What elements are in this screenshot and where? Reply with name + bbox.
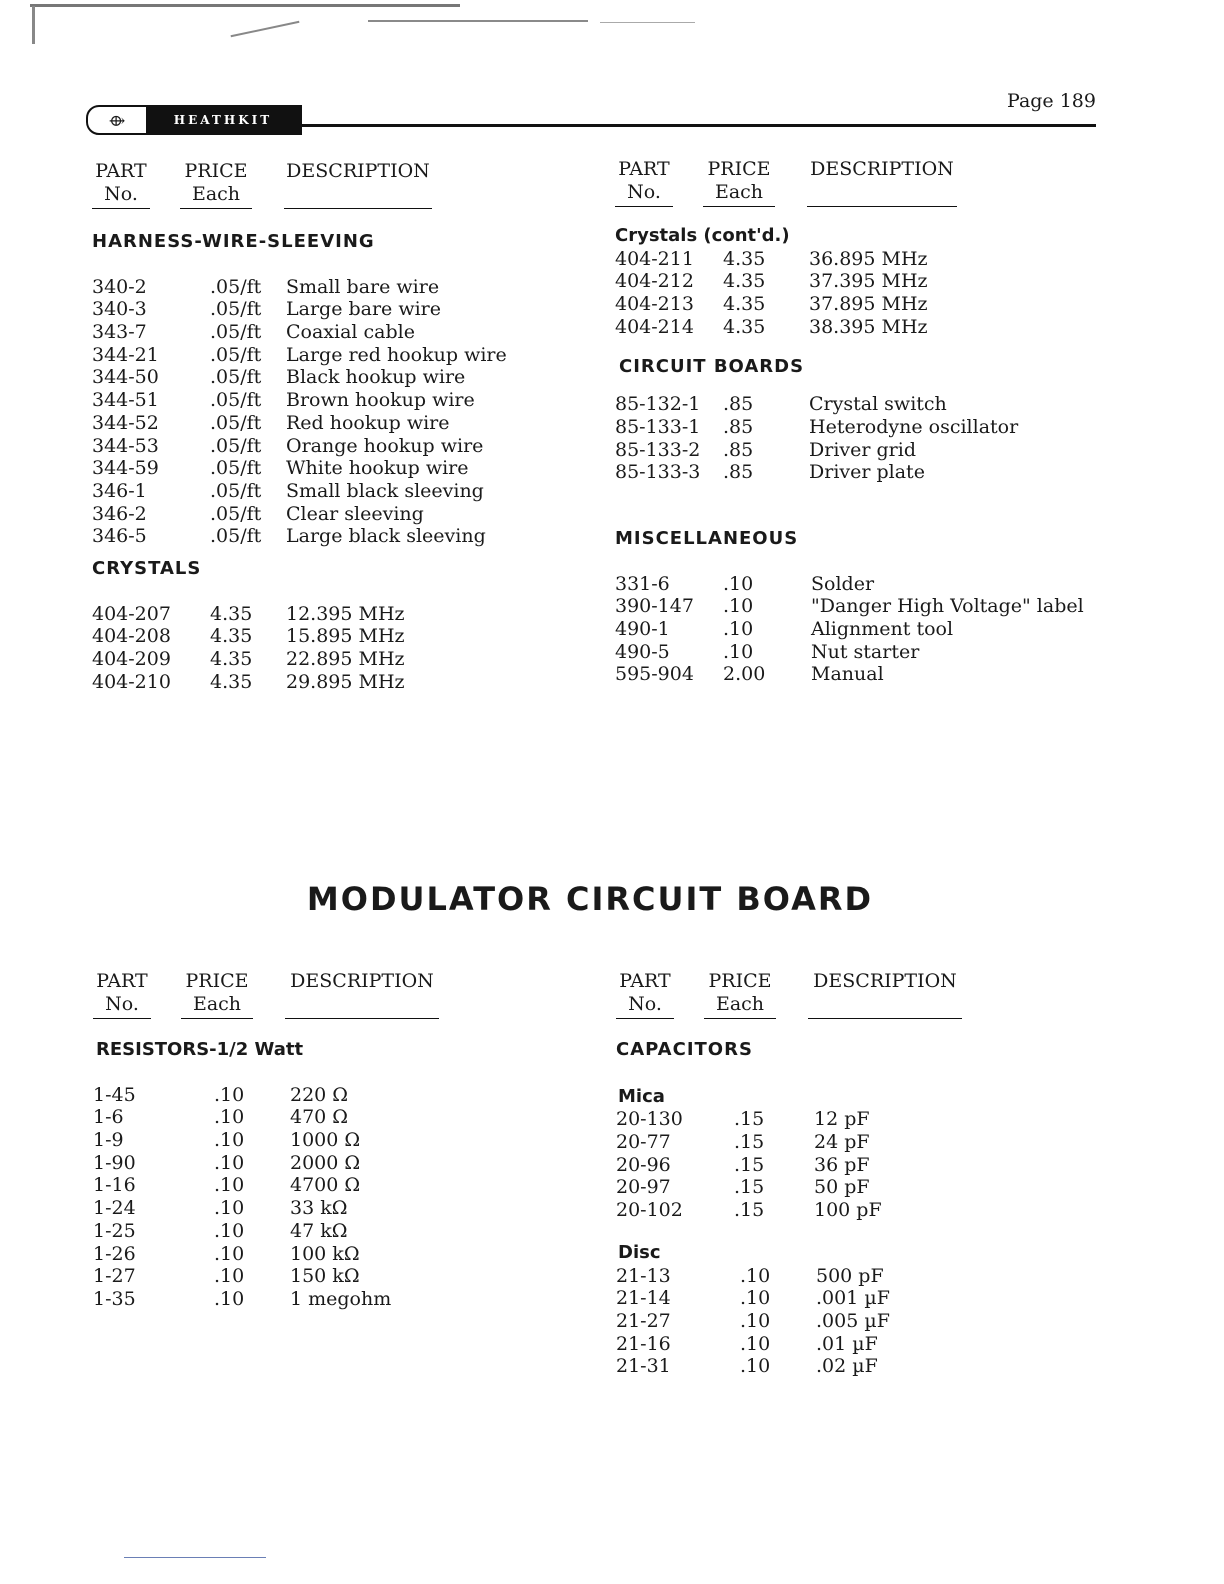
part-number: 1-9 bbox=[93, 1129, 124, 1152]
description: 33 kΩ bbox=[290, 1197, 348, 1220]
description: 24 pF bbox=[814, 1131, 870, 1154]
description: 47 kΩ bbox=[290, 1219, 348, 1242]
table-row bbox=[616, 1108, 1116, 1131]
price: .10 bbox=[740, 1332, 771, 1355]
table-row bbox=[93, 1288, 533, 1311]
price: 4.35 bbox=[723, 293, 766, 316]
price: .05/ft bbox=[210, 298, 262, 321]
price: .10 bbox=[723, 572, 754, 595]
description: 38.395 MHz bbox=[809, 315, 928, 338]
part-number: 21-31 bbox=[616, 1355, 671, 1378]
table-row bbox=[615, 416, 1115, 439]
description: 470 Ω bbox=[290, 1106, 349, 1129]
part-number: 20-96 bbox=[616, 1153, 671, 1176]
description: Coaxial cable bbox=[286, 321, 415, 344]
price: .15 bbox=[734, 1176, 765, 1199]
column-header bbox=[615, 158, 1115, 207]
part-number: 21-16 bbox=[616, 1332, 671, 1355]
description: 37.395 MHz bbox=[809, 270, 928, 293]
scan-streak bbox=[368, 20, 588, 22]
description: 15.895 MHz bbox=[286, 625, 405, 648]
table-row bbox=[93, 1129, 533, 1152]
part-no-header: PART No. bbox=[93, 970, 151, 1019]
price: .10 bbox=[723, 595, 754, 618]
modulator-title: MODULATOR CIRCUIT BOARD bbox=[306, 880, 874, 918]
part-number: 490-1 bbox=[615, 617, 670, 640]
bottom-right-column bbox=[616, 970, 1116, 1378]
table-resistors bbox=[93, 1084, 533, 1311]
price: .15 bbox=[734, 1131, 765, 1154]
description: Heterodyne oscillator bbox=[809, 415, 1019, 438]
table-row bbox=[93, 1265, 533, 1288]
table-row bbox=[93, 1106, 533, 1129]
table-row bbox=[93, 1152, 533, 1175]
table-row bbox=[92, 435, 532, 458]
header-rule bbox=[298, 124, 1096, 127]
table-harness bbox=[92, 276, 532, 548]
price: .10 bbox=[214, 1242, 245, 1265]
part-number: 390-147 bbox=[615, 595, 694, 618]
scan-edge-mark bbox=[32, 6, 35, 44]
price: .05/ft bbox=[210, 525, 262, 548]
part-number: 21-13 bbox=[616, 1264, 671, 1287]
table-row bbox=[93, 1243, 533, 1266]
part-number: 1-27 bbox=[93, 1265, 136, 1288]
table-disc bbox=[616, 1265, 1116, 1378]
part-number: 346-2 bbox=[92, 502, 147, 525]
table-row bbox=[615, 595, 1115, 618]
price: .85 bbox=[723, 415, 754, 438]
part-number: 404-213 bbox=[615, 293, 694, 316]
part-number: 85-133-3 bbox=[615, 461, 701, 484]
price: .10 bbox=[214, 1197, 245, 1220]
page-number: Page 189 bbox=[1007, 90, 1096, 112]
description-header: DESCRIPTION bbox=[808, 970, 962, 1019]
description-header: DESCRIPTION bbox=[284, 160, 432, 209]
top-left-column bbox=[92, 160, 532, 693]
part-number: 85-132-1 bbox=[615, 393, 701, 416]
description: 100 kΩ bbox=[290, 1242, 360, 1265]
table-circuit-boards bbox=[615, 393, 1115, 484]
part-number: 404-208 bbox=[92, 625, 171, 648]
description: 4700 Ω bbox=[290, 1174, 361, 1197]
part-number: 1-45 bbox=[93, 1083, 136, 1106]
price: .10 bbox=[740, 1264, 771, 1287]
description: 1000 Ω bbox=[290, 1129, 361, 1152]
part-number: 1-24 bbox=[93, 1197, 136, 1220]
table-row bbox=[616, 1287, 1116, 1310]
price: .10 bbox=[214, 1106, 245, 1129]
section-title-circuit-boards: CIRCUIT BOARDS bbox=[619, 356, 805, 378]
price: 4.35 bbox=[210, 670, 253, 693]
bottom-left-column bbox=[93, 970, 533, 1311]
part-number: 85-133-2 bbox=[615, 438, 701, 461]
description: .005 µF bbox=[816, 1309, 890, 1332]
description: 22.895 MHz bbox=[286, 648, 405, 671]
table-row bbox=[616, 1355, 1116, 1378]
table-row bbox=[616, 1199, 1116, 1222]
part-number: 343-7 bbox=[92, 321, 147, 344]
description: Red hookup wire bbox=[286, 411, 450, 434]
part-number: 404-212 bbox=[615, 270, 694, 293]
table-row bbox=[92, 366, 532, 389]
part-number: 1-35 bbox=[93, 1287, 136, 1310]
description: .01 µF bbox=[816, 1332, 878, 1355]
part-number: 344-51 bbox=[92, 389, 159, 412]
price: .05/ft bbox=[210, 411, 262, 434]
logo-emblem-icon: ⟴ bbox=[108, 110, 126, 130]
table-row bbox=[615, 293, 1115, 316]
description: 36.895 MHz bbox=[809, 247, 928, 270]
price: 4.35 bbox=[210, 648, 253, 671]
section-title-miscellaneous: MISCELLANEOUS bbox=[615, 527, 799, 549]
description: 12 pF bbox=[814, 1108, 870, 1131]
part-number: 1-16 bbox=[93, 1174, 136, 1197]
description: Alignment tool bbox=[811, 617, 954, 640]
table-row bbox=[92, 321, 532, 344]
price: .05/ft bbox=[210, 275, 262, 298]
table-row bbox=[92, 457, 532, 480]
table-row bbox=[93, 1174, 533, 1197]
table-miscellaneous bbox=[615, 573, 1115, 686]
part-no-header: PART No. bbox=[615, 158, 673, 207]
footer-line bbox=[124, 1557, 266, 1558]
part-number: 344-21 bbox=[92, 343, 159, 366]
table-row bbox=[92, 648, 532, 671]
price-each-header: PRICE Each bbox=[181, 970, 253, 1019]
part-number: 344-52 bbox=[92, 411, 159, 434]
description: Manual bbox=[811, 663, 884, 686]
table-row bbox=[615, 316, 1115, 339]
table-row bbox=[93, 1084, 533, 1107]
description: 29.895 MHz bbox=[286, 670, 405, 693]
table-row bbox=[615, 270, 1115, 293]
price: .10 bbox=[723, 617, 754, 640]
part-no-header: PART No. bbox=[92, 160, 150, 209]
part-number: 344-50 bbox=[92, 366, 159, 389]
part-number: 21-14 bbox=[616, 1287, 671, 1310]
section-title-crystals: CRYSTALS bbox=[92, 557, 202, 579]
column-header bbox=[93, 970, 533, 1019]
table-row bbox=[615, 439, 1115, 462]
part-number: 340-2 bbox=[92, 275, 147, 298]
price: .05/ft bbox=[210, 479, 262, 502]
part-number: 595-904 bbox=[615, 663, 694, 686]
description: Black hookup wire bbox=[286, 366, 466, 389]
table-row bbox=[616, 1131, 1116, 1154]
price: .15 bbox=[734, 1108, 765, 1131]
part-number: 346-1 bbox=[92, 479, 147, 502]
part-number: 404-210 bbox=[92, 670, 171, 693]
top-right-column bbox=[615, 158, 1115, 686]
logo-text: HEATHKIT bbox=[146, 107, 300, 133]
table-row bbox=[616, 1265, 1116, 1288]
price: .10 bbox=[723, 640, 754, 663]
table-row bbox=[616, 1154, 1116, 1177]
part-number: 404-211 bbox=[615, 247, 694, 270]
table-row bbox=[92, 671, 532, 694]
description: Driver plate bbox=[809, 461, 925, 484]
table-row bbox=[92, 603, 532, 626]
description: 150 kΩ bbox=[290, 1265, 360, 1288]
description: Large black sleeving bbox=[286, 525, 486, 548]
description: Driver grid bbox=[809, 438, 916, 461]
price: .10 bbox=[214, 1287, 245, 1310]
table-row bbox=[93, 1220, 533, 1243]
price: .85 bbox=[723, 461, 754, 484]
table-row bbox=[616, 1333, 1116, 1356]
subsection-title-disc: Disc bbox=[618, 1241, 661, 1263]
price: .10 bbox=[214, 1151, 245, 1174]
price: .10 bbox=[740, 1287, 771, 1310]
price-each-header: PRICE Each bbox=[180, 160, 252, 209]
part-number: 85-133-1 bbox=[615, 415, 701, 438]
table-row bbox=[615, 248, 1115, 271]
table-crystals bbox=[92, 603, 532, 694]
section-title-resistors: RESISTORS-1/2 Watt bbox=[96, 1039, 304, 1060]
part-number: 490-5 bbox=[615, 640, 670, 663]
description: 36 pF bbox=[814, 1153, 870, 1176]
description: .001 µF bbox=[816, 1287, 890, 1310]
price: .10 bbox=[214, 1219, 245, 1242]
description: Orange hookup wire bbox=[286, 434, 484, 457]
description: 37.895 MHz bbox=[809, 293, 928, 316]
part-number: 1-26 bbox=[93, 1242, 136, 1265]
price: 4.35 bbox=[723, 247, 766, 270]
part-number: 1-90 bbox=[93, 1151, 136, 1174]
part-number: 340-3 bbox=[92, 298, 147, 321]
table-row bbox=[92, 298, 532, 321]
price: .05/ft bbox=[210, 502, 262, 525]
part-number: 404-214 bbox=[615, 315, 694, 338]
description: Small black sleeving bbox=[286, 479, 484, 502]
description: 12.395 MHz bbox=[286, 602, 405, 625]
price: .05/ft bbox=[210, 457, 262, 480]
column-header bbox=[92, 160, 532, 209]
section-title-crystals-contd: Crystals (cont'd.) bbox=[615, 225, 790, 246]
description: 50 pF bbox=[814, 1176, 870, 1199]
description: 100 pF bbox=[814, 1199, 882, 1222]
table-row bbox=[615, 663, 1115, 686]
price: .05/ft bbox=[210, 343, 262, 366]
description: White hookup wire bbox=[286, 457, 469, 480]
price: .05/ft bbox=[210, 389, 262, 412]
part-number: 404-207 bbox=[92, 602, 171, 625]
part-no-header: PART No. bbox=[616, 970, 674, 1019]
price-each-header: PRICE Each bbox=[704, 970, 776, 1019]
scan-edge-mark bbox=[30, 4, 460, 7]
price: 4.35 bbox=[210, 625, 253, 648]
part-number: 1-25 bbox=[93, 1219, 136, 1242]
description-header: DESCRIPTION bbox=[285, 970, 439, 1019]
price: 4.35 bbox=[210, 602, 253, 625]
part-number: 344-59 bbox=[92, 457, 159, 480]
description: Large red hookup wire bbox=[286, 343, 507, 366]
subsection-title-mica: Mica bbox=[618, 1085, 665, 1107]
description: Large bare wire bbox=[286, 298, 441, 321]
table-row bbox=[615, 573, 1115, 596]
table-row bbox=[92, 276, 532, 299]
price: .05/ft bbox=[210, 321, 262, 344]
table-row bbox=[92, 389, 532, 412]
description: Solder bbox=[811, 572, 875, 595]
description: Clear sleeving bbox=[286, 502, 424, 525]
price: .10 bbox=[214, 1083, 245, 1106]
price: .05/ft bbox=[210, 366, 262, 389]
description: .02 µF bbox=[816, 1355, 878, 1378]
description: Small bare wire bbox=[286, 275, 440, 298]
table-row bbox=[616, 1310, 1116, 1333]
section-title-harness: HARNESS-WIRE-SLEEVING bbox=[92, 231, 375, 252]
price: .10 bbox=[740, 1355, 771, 1378]
table-row bbox=[92, 412, 532, 435]
description-header: DESCRIPTION bbox=[807, 158, 957, 207]
table-row bbox=[615, 461, 1115, 484]
table-row bbox=[92, 625, 532, 648]
scan-streak bbox=[231, 21, 300, 38]
table-row bbox=[615, 393, 1115, 416]
table-row bbox=[615, 641, 1115, 664]
description: 500 pF bbox=[816, 1264, 884, 1287]
scan-streak bbox=[600, 22, 695, 23]
price: 4.35 bbox=[723, 315, 766, 338]
heathkit-logo bbox=[86, 105, 302, 135]
part-number: 344-53 bbox=[92, 434, 159, 457]
table-crystals-contd bbox=[615, 248, 1115, 339]
description: Nut starter bbox=[811, 640, 920, 663]
table-row bbox=[92, 503, 532, 526]
table-row bbox=[92, 344, 532, 367]
price-each-header: PRICE Each bbox=[703, 158, 775, 207]
table-row bbox=[615, 618, 1115, 641]
part-number: 331-6 bbox=[615, 572, 670, 595]
part-number: 20-97 bbox=[616, 1176, 671, 1199]
price: .10 bbox=[214, 1265, 245, 1288]
table-row bbox=[92, 525, 532, 548]
price: .15 bbox=[734, 1199, 765, 1222]
price: .10 bbox=[214, 1129, 245, 1152]
price: 2.00 bbox=[723, 663, 766, 686]
price: .85 bbox=[723, 438, 754, 461]
table-row bbox=[616, 1176, 1116, 1199]
part-number: 20-102 bbox=[616, 1199, 683, 1222]
price: .10 bbox=[740, 1309, 771, 1332]
description: "Danger High Voltage" label bbox=[811, 595, 1084, 618]
table-row bbox=[93, 1197, 533, 1220]
part-number: 20-77 bbox=[616, 1131, 671, 1154]
part-number: 404-209 bbox=[92, 648, 171, 671]
part-number: 346-5 bbox=[92, 525, 147, 548]
column-header bbox=[616, 970, 1116, 1019]
part-number: 1-6 bbox=[93, 1106, 124, 1129]
part-number: 21-27 bbox=[616, 1309, 671, 1332]
price: .05/ft bbox=[210, 434, 262, 457]
description: 220 Ω bbox=[290, 1083, 349, 1106]
table-mica bbox=[616, 1108, 1116, 1221]
part-number: 20-130 bbox=[616, 1108, 683, 1131]
price: .15 bbox=[734, 1153, 765, 1176]
price: .85 bbox=[723, 393, 754, 416]
description: 1 megohm bbox=[290, 1287, 392, 1310]
description: Crystal switch bbox=[809, 393, 947, 416]
description: 2000 Ω bbox=[290, 1151, 361, 1174]
description: Brown hookup wire bbox=[286, 389, 475, 412]
price: .10 bbox=[214, 1174, 245, 1197]
price: 4.35 bbox=[723, 270, 766, 293]
table-row bbox=[92, 480, 532, 503]
section-title-capacitors: CAPACITORS bbox=[616, 1039, 753, 1060]
